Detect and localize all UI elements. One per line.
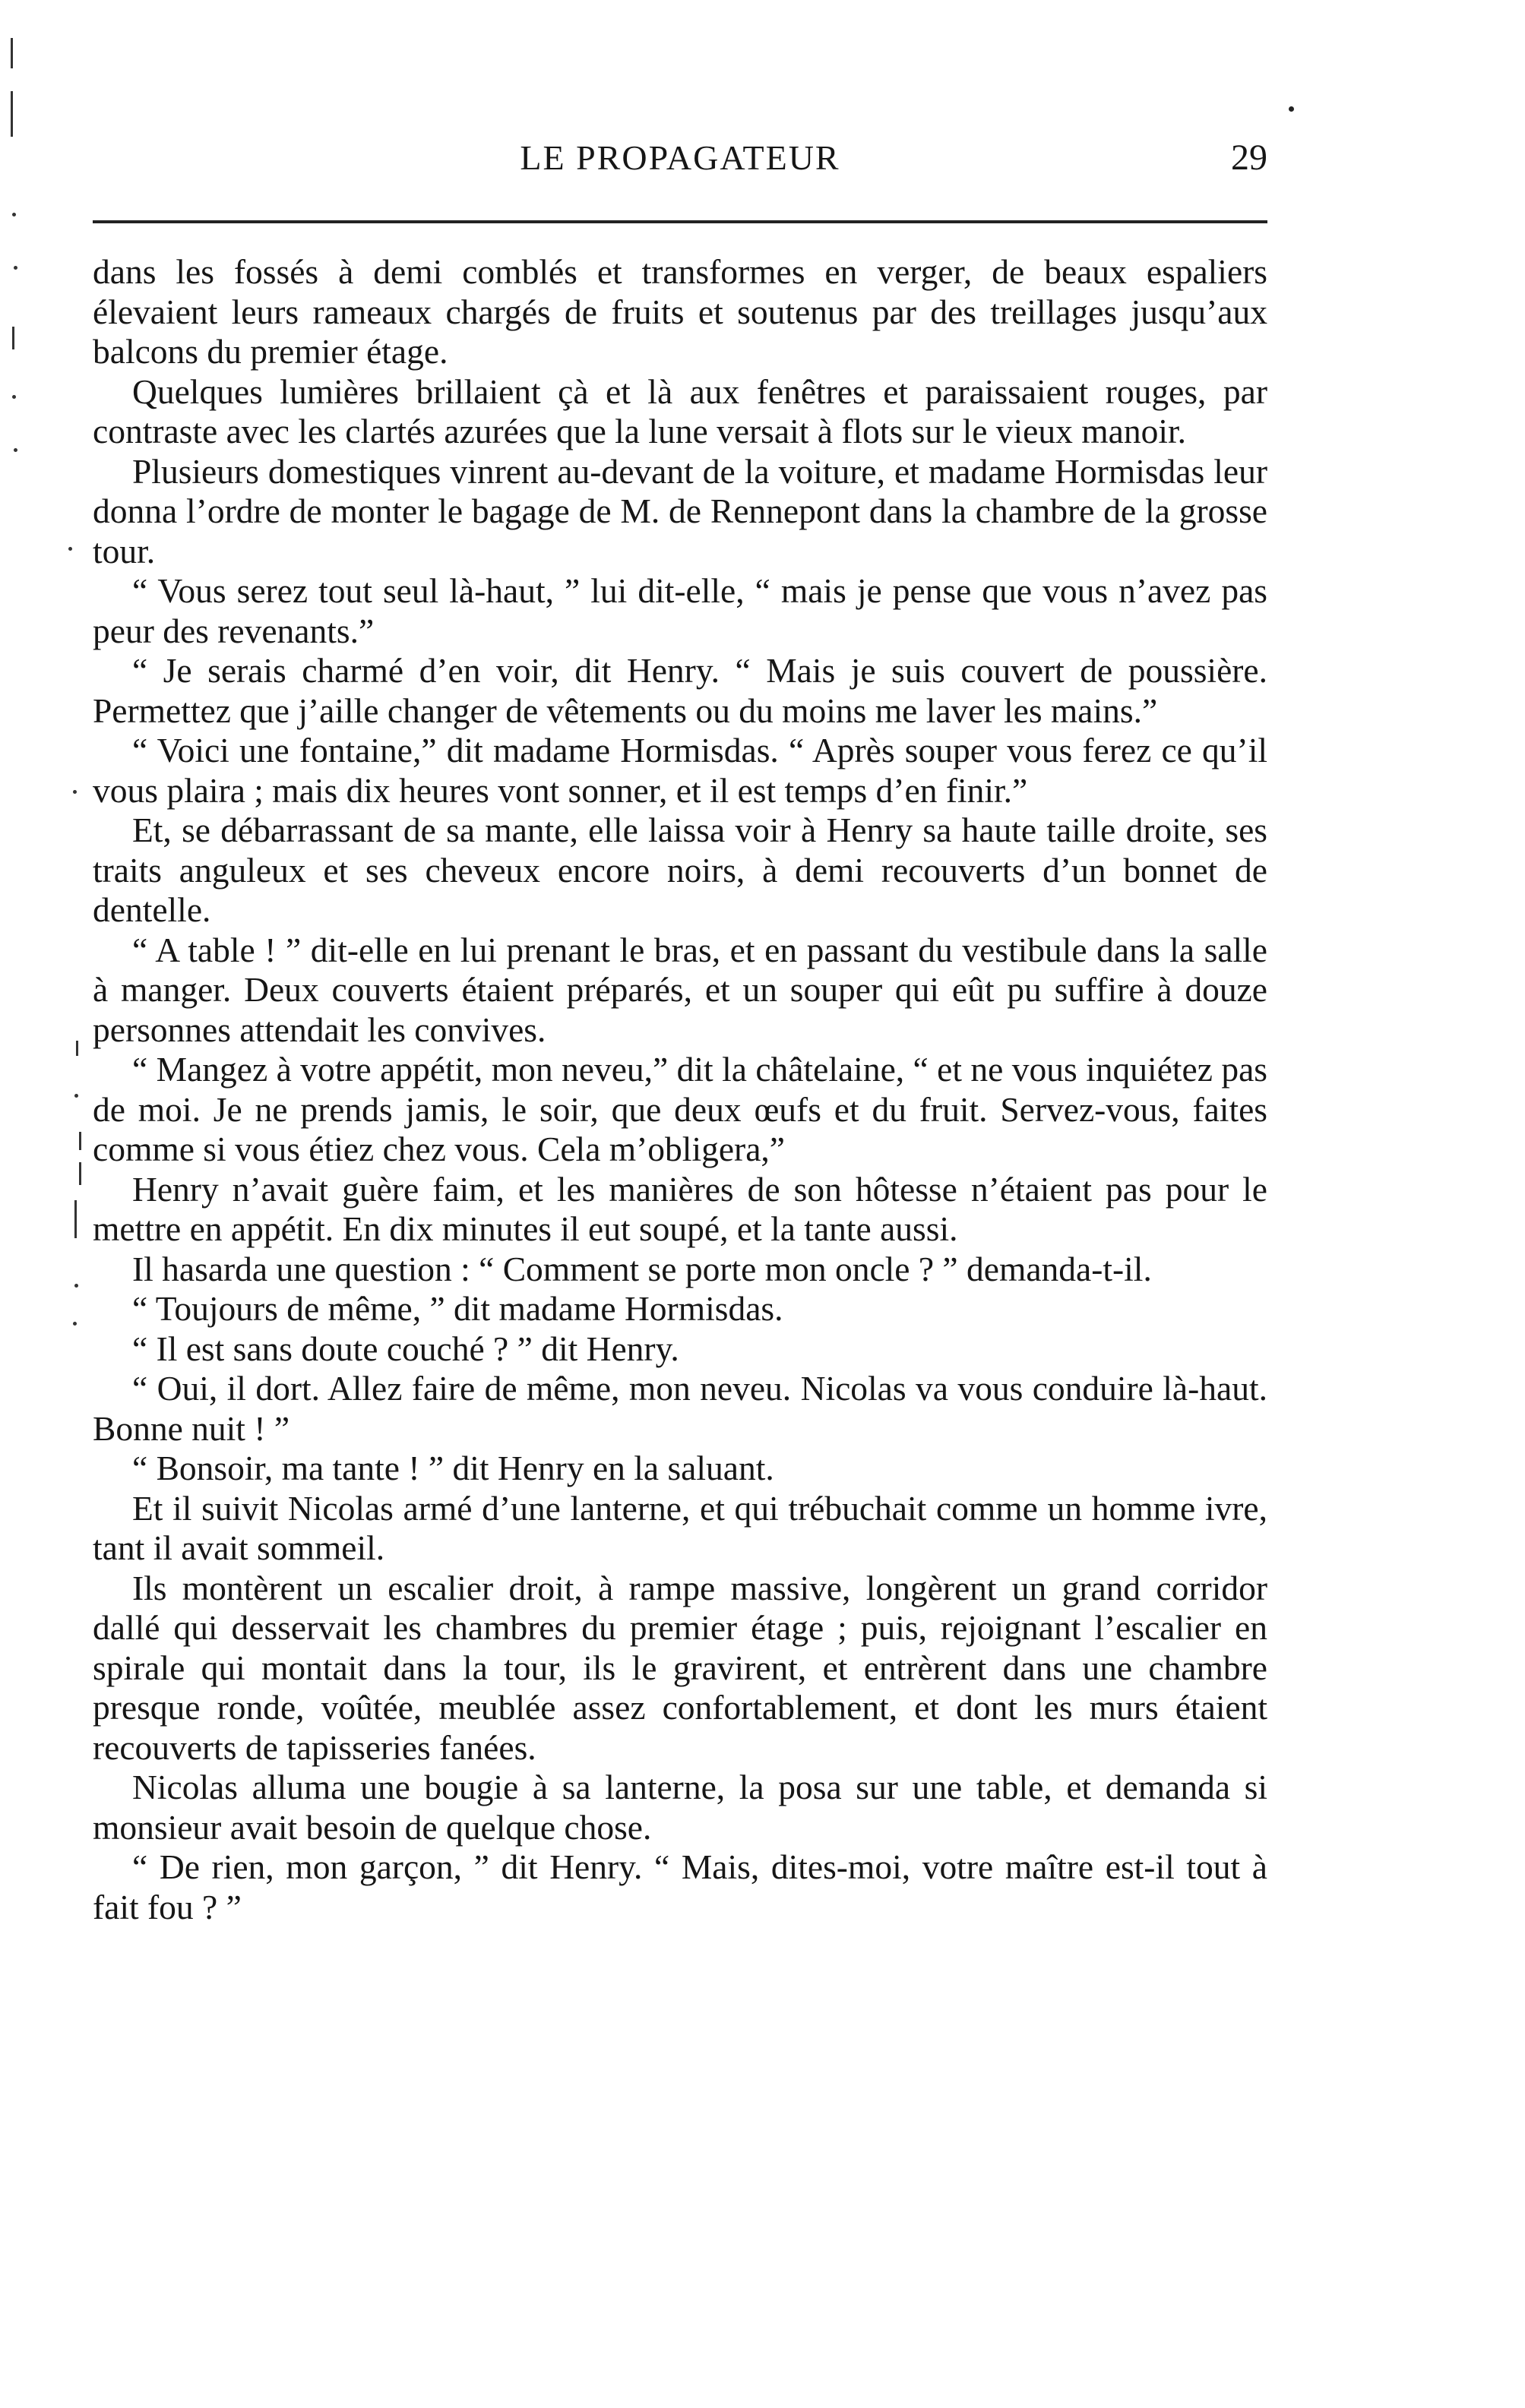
paragraph: dans les fossés à demi comblés et transformes en verger, de beaux espaliers élevaient leurs rameaux chargés de fruits et soutenus par des treillages jusqu’aux balcons du premier étage. <box>93 252 1267 371</box>
paragraph: “ Voici une fontaine,” dit madame Hormisdas. “ Après souper vous ferez ce qu’il vous plaira ; mais dix heures vont sonner, et il est temps d’en finir.” <box>93 731 1267 810</box>
paragraph: “ Toujours de même, ” dit madame Hormisdas. <box>132 1289 783 1328</box>
paragraph: “ A table ! ” dit-elle en lui prenant le bras, et en passant du vestibule dans la salle à manger. Deux couverts étaient préparés, et un souper qui eût pu suffire à douze personnes attendait les convives. <box>93 930 1267 1049</box>
body-text <box>93 252 1267 1927</box>
paragraph: “ Mangez à votre appétit, mon neveu,” dit la châtelaine, “ et ne vous inquiétez pas de moi. Je ne prends jamis, le soir, que deux œufs et du fruit. Servez-vous, faites comme si vous étiez chez vous. Cela m’obligera,” <box>93 1050 1267 1168</box>
paragraph: “ Il est sans doute couché ? ” dit Henry. <box>132 1329 679 1368</box>
paragraph: Et il suivit Nicolas armé d’une lanterne, et qui trébuchait comme un homme ivre, tant il avait sommeil. <box>93 1488 1267 1567</box>
scan-mark <box>12 395 16 399</box>
scan-mark <box>12 213 16 216</box>
header-rule <box>93 220 1267 223</box>
paragraph: “ Vous serez tout seul là-haut, ” lui dit-elle, “ mais je pense que vous n’avez pas peur des revenants.” <box>93 571 1267 650</box>
paragraph: Plusieurs domestiques vinrent au-devant de la voiture, et madame Hormisdas leur donna l’ordre de monter le bagage de M. de Rennepont dans la chambre de la grosse tour. <box>93 451 1267 570</box>
scan-speck <box>1289 106 1294 112</box>
paragraph: Et, se débarrassant de sa mante, elle laissa voir à Henry sa haute taille droite, ses traits anguleux et ses cheveux encore noirs, à demi recouverts d’un bonnet de dentelle. <box>93 811 1267 929</box>
scan-mark <box>68 547 72 551</box>
scan-mark <box>79 1132 81 1150</box>
paragraph: “ De rien, mon garçon, ” dit Henry. “ Mais, dites-moi, votre maître est-il tout à fait fou ? ” <box>93 1847 1267 1926</box>
scan-mark <box>76 1041 78 1056</box>
scan-mark <box>79 1162 81 1185</box>
paragraph: “ Oui, il dort. Allez faire de même, mon neveu. Nicolas va vous conduire là-haut. Bonne nuit ! ” <box>93 1369 1267 1448</box>
scan-mark <box>74 1200 77 1238</box>
paragraph: Henry n’avait guère faim, et les manières de son hôtesse n’étaient pas pour le mettre en appétit. En dix minutes il eut soupé, et la tante aussi. <box>93 1169 1267 1248</box>
scan-mark <box>14 448 17 452</box>
running-head <box>93 135 1267 181</box>
scan-mark <box>73 790 77 794</box>
scan-margin-marks <box>0 0 84 2408</box>
paragraph: Il hasarda une question : “ Comment se porte mon oncle ? ” demanda-t-il. <box>132 1249 1152 1288</box>
page-number: 29 <box>1231 137 1267 178</box>
scan-mark <box>11 91 13 137</box>
paragraph: Ils montèrent un escalier droit, à rampe massive, longèrent un grand corridor dallé qui desservait les chambres du premier étage ; puis, rejoignant l’escalier en spirale qui montait dans la tour, ils le gravirent, et entrèrent dans une chambre presque ronde, voûtée, meublée assez confortablement, et dont les murs étaient recouverts de tapisseries fanées. <box>93 1568 1267 1767</box>
paragraph: Nicolas alluma une bougie à sa lanterne, la posa sur une table, et demanda si monsieur avait besoin de quelque chose. <box>93 1768 1267 1847</box>
running-title: LE PROPAGATEUR <box>520 138 840 177</box>
scan-mark <box>74 1094 78 1098</box>
scan-mark <box>73 1322 77 1326</box>
paragraph: “ Je serais charmé d’en voir, dit Henry. “ Mais je suis couvert de poussière. Permettez que j’aille changer de vêtements ou du moins me laver les mains.” <box>93 651 1267 730</box>
paragraph: Quelques lumières brillaient çà et là aux fenêtres et paraissaient rouges, par contraste avec les clartés azurées que la lune versait à flots sur le vieux manoir. <box>93 371 1267 450</box>
scan-mark <box>14 266 17 270</box>
paragraph: “ Bonsoir, ma tante ! ” dit Henry en la saluant. <box>132 1449 774 1487</box>
scan-mark <box>12 327 14 349</box>
scan-mark <box>74 1284 78 1288</box>
scan-mark <box>11 38 13 68</box>
